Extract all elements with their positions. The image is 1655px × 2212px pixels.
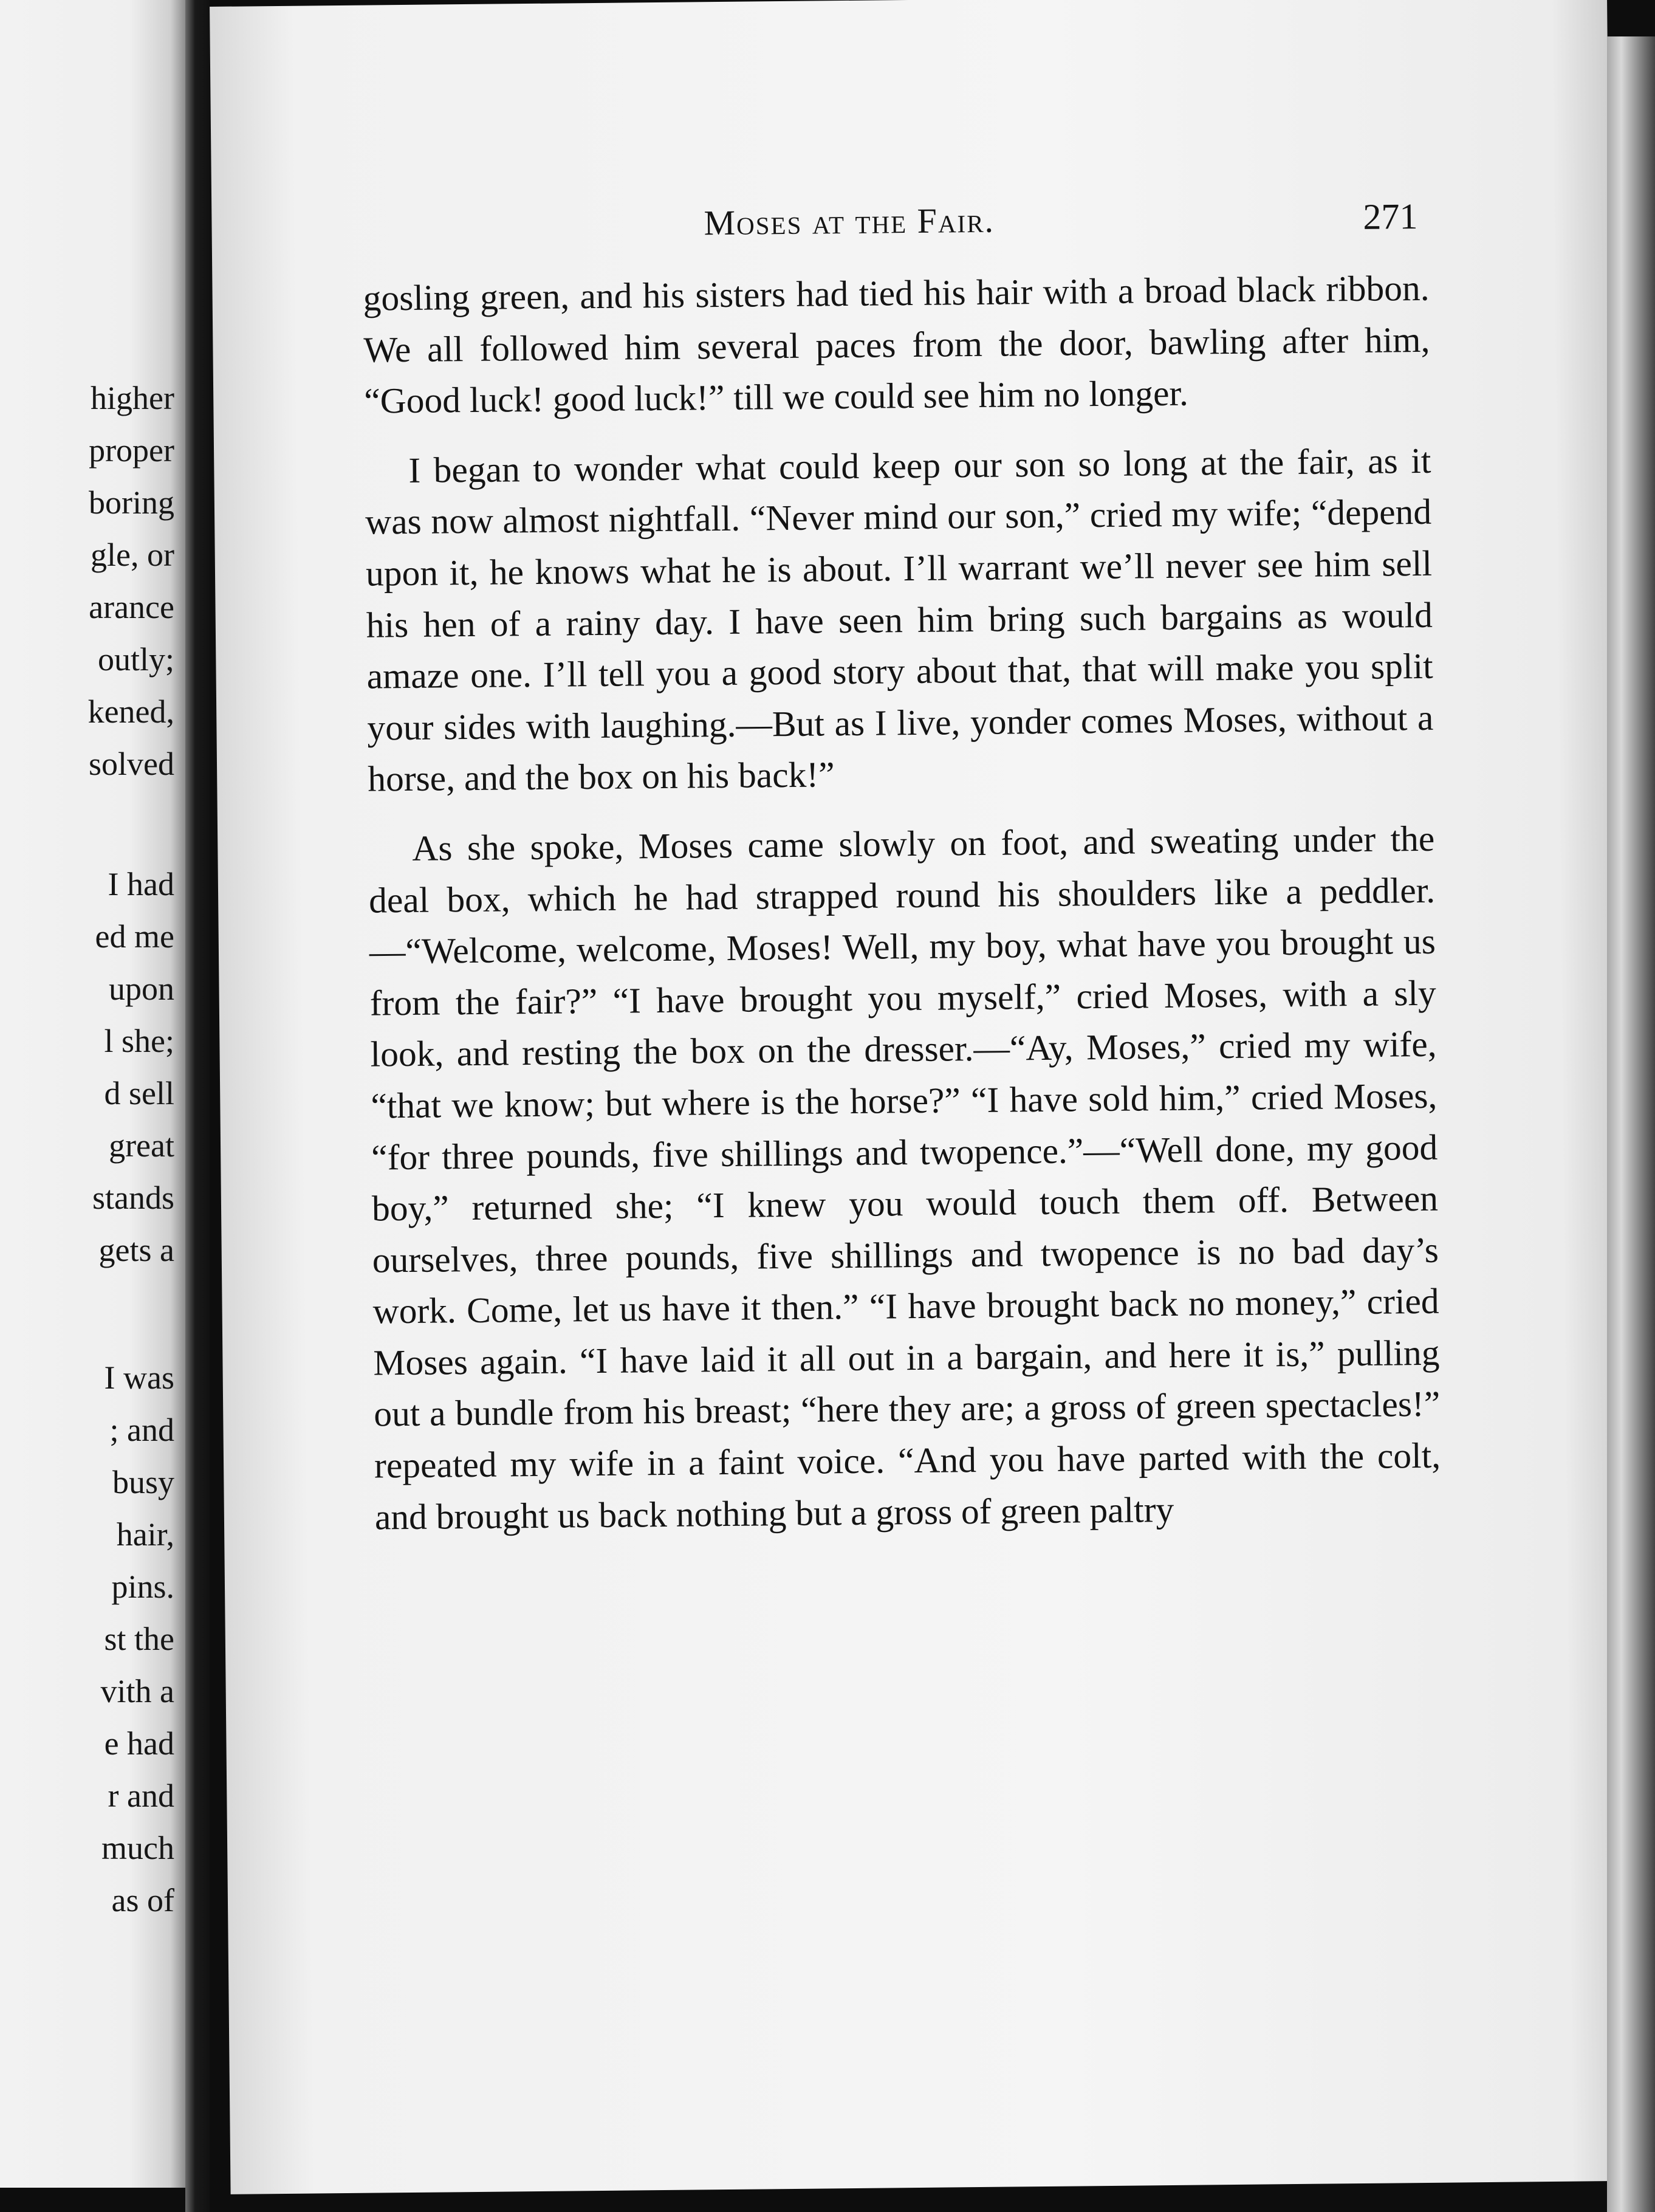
left-page-line: l she; (104, 1023, 174, 1059)
body-text (363, 263, 1441, 1543)
right-page (210, 0, 1628, 2194)
left-page-line: much (101, 1830, 174, 1866)
left-page-line: pins. (111, 1568, 174, 1605)
left-page-line: outly; (97, 641, 174, 678)
left-page-line: r and (108, 1777, 174, 1814)
left-page-line: ed me (95, 918, 174, 955)
left-page-line: I was (104, 1359, 174, 1396)
left-page-line: ; and (109, 1412, 174, 1448)
left-page-line: vith a (100, 1673, 174, 1709)
paragraph: I began to wonder what could keep our son so long at the fair, as it was now almost nightfall. “Never mind our son,” cried my wife; “depend upon it, he knows what he is about. I’ll warrant we’ll never see him sell his hen of a rainy day. I have seen him bring such bargains as would amaze one. I’ll tell you a good story about that, that will make you split your sides with laughing.—But as I live, yonder comes Moses, without a horse, and the box on his back!” (365, 440, 1434, 799)
left-page-line: kened, (87, 693, 174, 730)
page-edge (1607, 36, 1655, 2212)
left-page-line: gets a (98, 1232, 174, 1268)
left-page-line: e had (104, 1725, 174, 1762)
left-page-line: as of (111, 1882, 174, 1918)
left-page-line: busy (112, 1464, 174, 1500)
left-page-line: boring (89, 484, 174, 521)
left-page-line: I had (108, 866, 174, 902)
left-page-line: arance (89, 589, 174, 625)
paragraph: As she spoke, Moses came slowly on foot, and sweating under the deal box, which he had strapped round his shoulders like a peddler.—“Welcome, welcome, Moses! Well, my boy, what have you brought us from the fair?” “I have brought you myself,” cried Moses, with a sly look, and resting the box on the dresser.—“Ay, Moses,” cried my wife, “that we know; but where is the horse?” “I have sold him,” cried Moses, “for three pounds, five shillings and twopence.”—“Well done, my good boy,” returned she; “I knew you would touch them off. Between ourselves, three pounds, five shillings and twopence is no bad day’s work. Come, let us have it then.” “I have brought back no money,” cried Moses again. “I have laid it all out in a bargain, and here it is,” pulling out a bundle from his breast; “here they are; a gross of green spectacles!” repeated my wife in a faint voice. “And you have parted with the colt, and brought us back nothing but a gross of green paltry (368, 818, 1441, 1537)
left-page-line: solved (89, 746, 174, 782)
left-page-line: d sell (104, 1075, 174, 1111)
left-page-line: st the (104, 1621, 174, 1657)
left-page (0, 0, 185, 2188)
left-page-line: proper (89, 432, 174, 469)
left-page-line: hair, (116, 1516, 174, 1553)
book-gutter (185, 0, 210, 2212)
running-head: Moses at the Fair. (704, 200, 995, 243)
left-page-line: gle, or (91, 537, 174, 573)
page-number: 271 (1363, 196, 1418, 237)
left-page-line: higher (91, 380, 174, 416)
left-page-line: upon (109, 970, 174, 1007)
left-page-line: stands (92, 1180, 174, 1216)
paragraph: gosling green, and his sisters had tied his hair with a broad black ribbon. We all followed him several paces from the door, bawling after him, “Good luck! good luck!” till we could see him no longer. (363, 267, 1430, 421)
left-page-line: great (109, 1127, 174, 1164)
